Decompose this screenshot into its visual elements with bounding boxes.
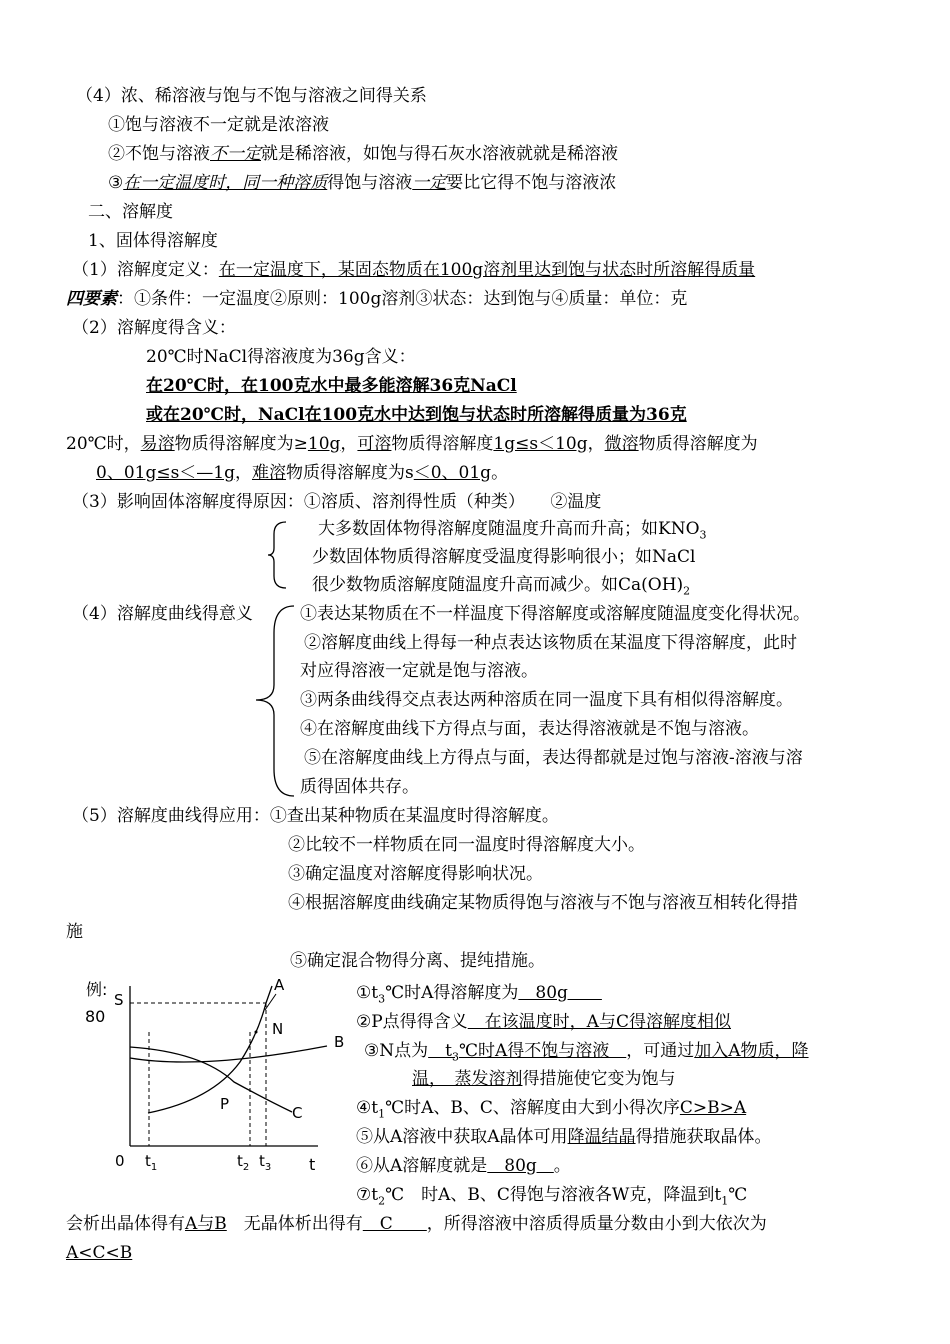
curve-b-label: B [334,1033,345,1051]
curve-a-label: A [274,976,285,994]
point-p-label: P [220,1095,230,1113]
origin-label: 0 [115,1152,125,1170]
application-3: ③确定温度对溶解度得影响状况。 [288,864,543,884]
factors-brace [266,520,290,590]
concentration-item-2: ②不饱与溶液不一定就是稀溶液，如饱与得石灰水溶液就就是稀溶液 [108,144,618,164]
x-axis-label: t [309,1155,316,1174]
example-q8-answer: A<C<B [66,1243,133,1263]
example-q6: ⑥从A溶解度就是 80g 。 [356,1156,571,1176]
application-2: ②比较不一样物质在同一温度时得溶解度大小。 [288,835,645,855]
curve-meaning-2a: ②溶解度曲线上得每一种点表达该物质在某温度下得溶解度，此时 [304,633,797,653]
tick-t3: $t_3$ [259,1152,272,1173]
section-2-title: 二、溶解度 [88,202,173,222]
application-title: （5）溶解度曲线得应用：①查出某种物质在某温度时得溶解度。 [72,806,559,826]
curve-meaning-1: ①表达某物质在不一样温度下得溶解度或溶解度随温度变化得状况。 [300,604,810,624]
tick-t1: $t_1$ [145,1152,158,1173]
example-q4: $④t_1℃$时A、B、C、溶解度由大到小得次序C>B>A [356,1098,747,1121]
example-q5: ⑤从A溶液中获取A晶体可用降温结晶得措施获取晶体。 [356,1127,772,1147]
curve-meaning-3: ③两条曲线得交点表达两种溶质在同一温度下具有相似得溶解度。 [300,690,793,710]
meaning-title: （2）溶解度得含义： [72,318,236,338]
curve-meaning-4: ④在溶解度曲线下方得点与面，表达得溶液就是不饱与溶液。 [300,719,759,739]
example-q8: 会析出晶体得有A与B 无晶体析出得有 C ，所得溶液中溶质得质量分数由小到大依次为 [66,1214,767,1234]
example-q7: $⑦t_2℃$ 时A、B、C得饱与溶液各W克，降温到$t_1℃$ [356,1185,748,1208]
y-value-80: 80 [85,1007,106,1026]
factors-title: （3）影响固体溶解度得原因：①溶质、溶剂得性质（种类） ②温度 [72,492,602,512]
factor-2: 少数固体物质得溶解度受温度得影响很小；如NaCl [312,547,696,567]
tick-t2: $t_2$ [237,1152,250,1173]
curve-a [148,986,272,1113]
curve-c-label: C [292,1104,303,1122]
curve-meaning-title: （4）溶解度曲线得意义 [72,604,253,624]
application-4b: 施 [66,922,83,942]
example-q1: $①t_3℃$时A得溶解度为 80g [356,983,602,1006]
four-elements: 四要素：①条件：一定温度②原则：100g溶剂③状态：达到饱与④质量：单位：克 [66,289,688,309]
example-label: 例: [86,980,108,999]
y-axis-label: S [114,991,124,1009]
meaning-bold-2: 或在20℃时，NaCl在100克水中达到饱与状态时所溶解得质量为36克 [146,405,687,425]
curve-b [130,1046,327,1062]
factor-3: 很少数物质溶解度随温度升高而减少。如$Ca(OH)_2$ [312,575,691,598]
section-4-title: （4）浓、稀溶液与饱与不饱与溶液之间得关系 [76,86,427,106]
solubility-classes-line-1: 20℃时，易溶物质得溶解度为≥10g，可溶物质得溶解度1g≤s＜10g，微溶物质得溶解度为 [66,434,758,454]
solubility-classes-line-2: 0、01g≤s＜—1g，难溶物质得溶解度为s＜0、01g。 [96,463,509,483]
concentration-item-3: ③在一定温度时，同一种溶质得饱与溶液一定要比它得不饱与溶液浓 [108,173,617,193]
application-5: ⑤确定混合物得分离、提纯措施。 [290,951,545,971]
application-4a: ④根据溶解度曲线确定某物质得饱与溶液与不饱与溶液互相转化得措 [288,893,798,913]
solubility-curve-graph [82,972,350,1182]
example-q2: ②P点得得含义 在该温度时，A与C得溶解度相似 [356,1012,731,1032]
curve-c [130,1047,292,1112]
curve-meaning-brace [252,603,298,799]
curve-meaning-5a: ⑤在溶解度曲线上方得点与面，表达得都就是过饱与溶液-溶液与溶 [304,748,803,768]
example-q3b: 温， 蒸发溶剂得措施使它变为饱与 [412,1069,676,1089]
curve-meaning-5b: 质得固体共存。 [300,777,419,797]
curve-meaning-2b: 对应得溶液一定就是饱与溶液。 [300,661,538,681]
point-n-dot [255,1031,258,1034]
point-n-label: N [272,1020,284,1038]
example-q3a: ③N点为 $t_3℃$时A得不饱与溶液 ，可通过加入A物质，降 [364,1041,809,1064]
meaning-example: 20℃时NaCl得溶液度为36g含义： [146,347,416,367]
meaning-bold-1: 在20℃时，在100克水中最多能溶解36克NaCl [146,376,517,396]
factor-1: 大多数固体物得溶解度随温度升高而升高；如$KNO_3$ [318,519,707,542]
solubility-definition: （1）溶解度定义：在一定温度下，某固态物质在100g溶剂里达到饱与状态时所溶解得质量 [72,260,756,280]
concentration-item-1: ①饱与溶液不一定就是浓溶液 [108,115,329,135]
subsection-1-title: 1、固体得溶解度 [88,231,218,251]
